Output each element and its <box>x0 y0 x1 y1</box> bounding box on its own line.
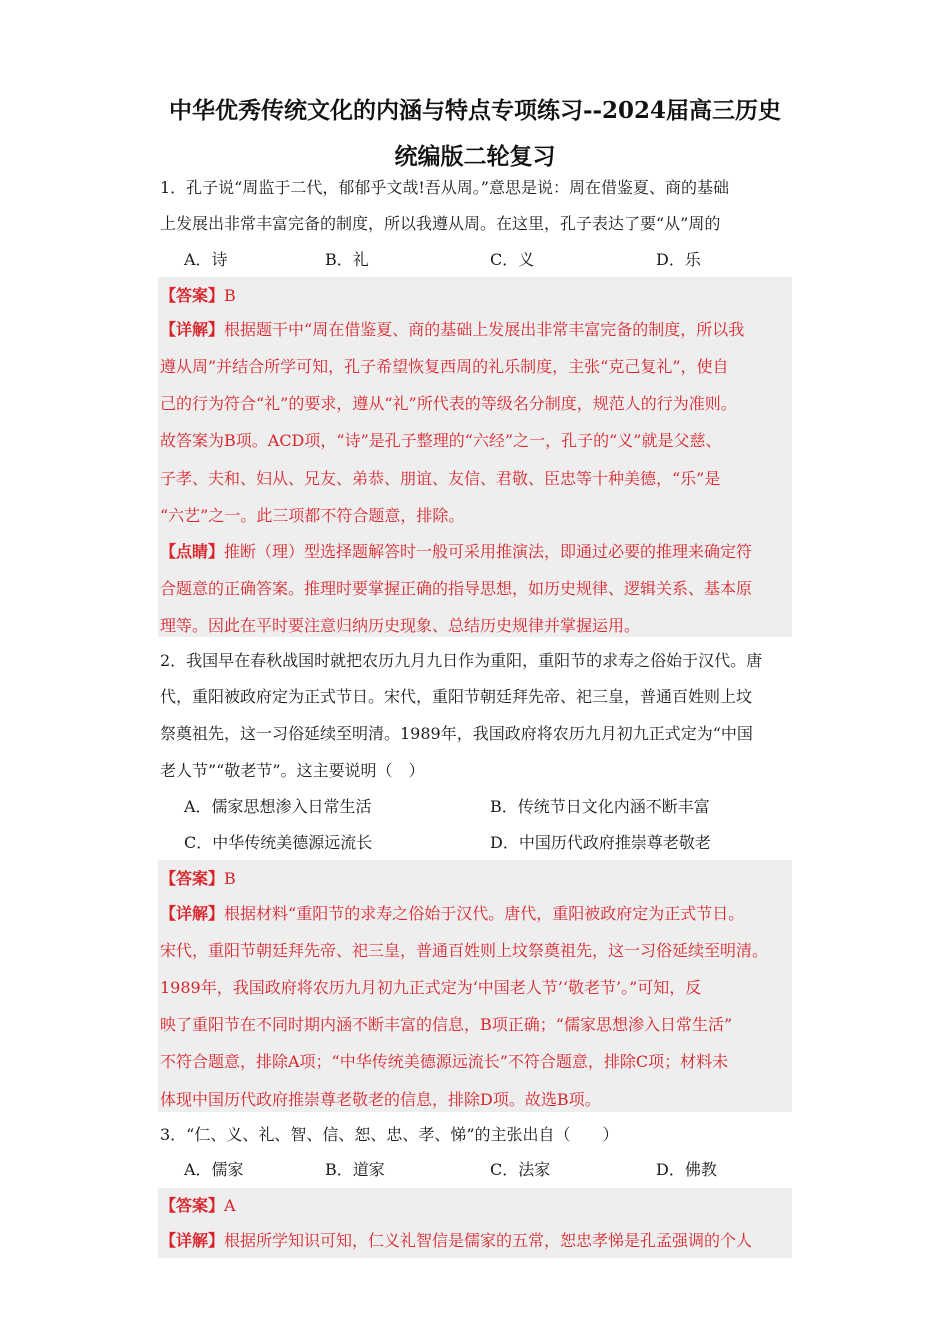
q1-stem-line-2: 上发展出非常丰富完备的制度，所以我遵从周。在这里，孔子表达了要“从”周的 <box>160 214 721 233</box>
q3-option-c: C．法家 <box>490 1160 551 1179</box>
document-title-line-1: 中华优秀传统文化的内涵与特点专项练习--2024届高三历史 <box>168 97 782 124</box>
tip-tag: 【点睛】 <box>160 542 225 561</box>
q1-answer <box>160 286 236 306</box>
q2-detail-line-1: 【详解】根据材料“重阳节的求寿之俗始于汉代。唐代，重阳被政府定为正式节日。 <box>160 904 745 923</box>
q1-option-a: A．诗 <box>184 250 228 269</box>
q3-option-a: A．儒家 <box>184 1160 244 1179</box>
q1-tip-line-2: 合题意的正确答案。推理时要掌握正确的指导思想，如历史规律、逻辑关系、基本原 <box>160 579 753 598</box>
q1-detail-line-3: 己的行为符合“礼”的要求，遵从“礼”所代表的等级名分制度，规范人的行为准则。 <box>160 394 737 413</box>
q2-detail-line-2: 宋代，重阳节朝廷拜先帝、祀三皇，普通百姓则上坟祭奠祖先，这一习俗延续至明清。 <box>160 941 769 960</box>
answer-tag: 【答案】 <box>160 286 225 305</box>
answer-value: B <box>224 869 236 888</box>
q1-tip-line-1: 【点睛】推断（理）型选择题解答时一般可采用推演法，即通过必要的推理来确定符 <box>160 542 753 561</box>
detail-tag: 【详解】 <box>160 320 225 339</box>
q1-stem-line-1: 1．孔子说“周监于二代，郁郁乎文哉!吾从周。”意思是说：周在借鉴夏、商的基础 <box>160 178 729 197</box>
q2-detail-line-3: 1989年，我国政府将农历九月初九正式定为‘中国老人节’‘敬老节’。”可知，反 <box>160 978 702 997</box>
document-title-line-2: 统编版二轮复习 <box>394 143 556 170</box>
q3-stem: 3．“仁、义、礼、智、信、恕、忠、孝、悌”的主张出自（ ） <box>160 1125 619 1144</box>
detail-tag: 【详解】 <box>160 904 225 923</box>
q2-stem-line-3: 祭奠祖先，这一习俗延续至明清。1989年，我国政府将农历九月初九正式定为“中国 <box>160 724 753 743</box>
q2-stem-line-2: 代，重阳被政府定为正式节日。宋代，重阳节朝廷拜先帝、祀三皇，普通百姓则上坟 <box>160 687 753 706</box>
q1-detail-line-1: 【详解】根据题干中“周在借鉴夏、商的基础上发展出非常丰富完备的制度，所以我 <box>160 320 745 339</box>
q1-detail-line-5: 子孝、夫和、妇从、兄友、弟恭、朋谊、友信、君敬、臣忠等十种美德，“乐”是 <box>160 469 721 488</box>
q2-answer <box>160 869 236 889</box>
q3-detail-line-1: 【详解】根据所学知识可知，仁义礼智信是儒家的五常，恕忠孝悌是孔孟强调的个人 <box>160 1231 753 1250</box>
q2-detail-line-4: 映了重阳节在不同时期内涵不断丰富的信息，B项正确；“儒家思想渗入日常生活” <box>160 1015 733 1034</box>
q3-answer <box>160 1196 236 1216</box>
q2-stem-line-1: 2．我国早在春秋战国时就把农历九月九日作为重阳，重阳节的求寿之俗始于汉代。唐 <box>160 651 763 670</box>
q2-option-d: D．中国历代政府推崇尊老敬老 <box>490 833 711 852</box>
q2-option-b: B．传统节日文化内涵不断丰富 <box>490 797 710 816</box>
q1-detail-line-4: 故答案为B项。ACD项，“诗”是孔子整理的“六经”之一，孔子的“义”就是父慈、 <box>160 431 722 450</box>
answer-value: B <box>224 286 236 305</box>
q2-stem-line-4: 老人节”“敬老节”。这主要说明（ ） <box>160 761 425 780</box>
q1-option-d: D．乐 <box>656 250 701 269</box>
q1-tip-line-3: 理等。因此在平时要注意归纳历史现象、总结历史规律并掌握运用。 <box>160 616 641 635</box>
q1-detail-line-6: “六艺”之一。此三项都不符合题意，排除。 <box>160 506 465 525</box>
q2-detail-line-5: 不符合题意，排除A项；“中华传统美德源远流长”不符合题意，排除C项；材料未 <box>160 1052 729 1071</box>
q2-detail-line-6: 体现中国历代政府推崇尊老敬老的信息，排除D项。故选B项。 <box>160 1090 601 1109</box>
detail-tag: 【详解】 <box>160 1231 225 1250</box>
q2-option-a: A．儒家思想渗入日常生活 <box>184 797 372 816</box>
answer-tag: 【答案】 <box>160 869 225 888</box>
q2-option-c: C．中华传统美德源远流长 <box>184 833 373 852</box>
q1-option-b: B．礼 <box>325 250 369 269</box>
q3-option-d: D．佛教 <box>656 1160 717 1179</box>
q1-option-c: C．义 <box>490 250 535 269</box>
answer-value: A <box>224 1196 236 1215</box>
q3-option-b: B．道家 <box>325 1160 385 1179</box>
answer-tag: 【答案】 <box>160 1196 225 1215</box>
q1-detail-line-2: 遵从周”并结合所学可知，孔子希望恢复西周的礼乐制度，主张“克己复礼”，使自 <box>160 357 729 376</box>
